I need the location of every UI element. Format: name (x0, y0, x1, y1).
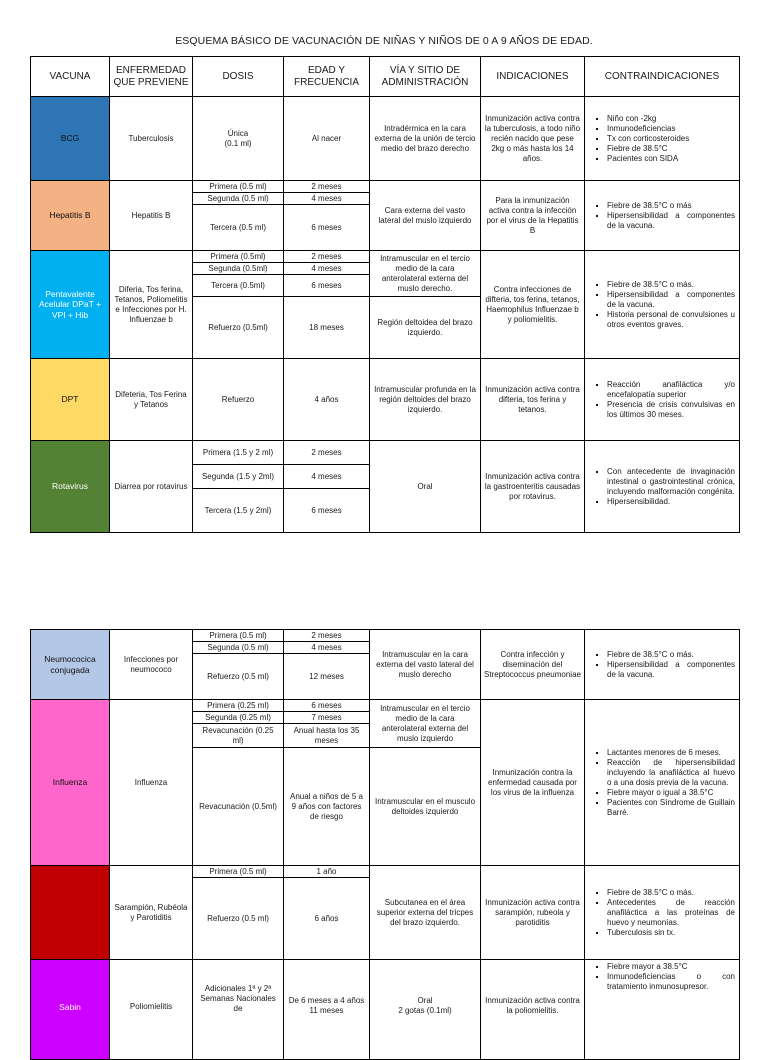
indication-cell: Contra infecciones de difteria, tos ferina, tetanos, Haemophilus Influenzae b y poliomielitis. (481, 251, 585, 359)
contraindication-cell (585, 700, 740, 866)
contraindication-cell (585, 359, 740, 441)
route-cell: Oral 2 gotas (0.1ml) (370, 960, 481, 1060)
contraindication-item: ▪ Tx con corticosteroides (607, 134, 735, 144)
dose-cell: Refuerzo (0.5 ml) (193, 878, 284, 960)
table-row (31, 960, 740, 1060)
age-cell: De 6 meses a 4 años 11 meses (284, 960, 370, 1060)
vaccine-name: Sabin (31, 960, 110, 1060)
age-cell: 6 meses (284, 275, 370, 297)
contraindication-item: ▪ Historia personal de convulsiones u otros eventos graves. (607, 310, 735, 330)
contraindication-item: ▪ Reacción de hipersensibilidad incluyendo la anafiláctica al huevo o a una dosis previa de la vacuna. (607, 758, 735, 788)
dose-cell: Segunda (0.25 ml) (193, 712, 284, 724)
indication-cell: Inmunización activa contra la poliomielitis. (481, 960, 585, 1060)
dose-cell: Refuerzo (193, 359, 284, 441)
disease-cell: Difeteria, Tos Ferina y Tetanos (110, 359, 193, 441)
age-cell: 18 meses (284, 297, 370, 359)
indication-cell: Inmunización contra la enfermedad causada por los virus de la influenza (481, 700, 585, 866)
contraindication-item: ▪ Presencia de crisis convulsivas en los últimos 30 meses. (607, 400, 735, 420)
header-vacuna: VACUNA (31, 57, 110, 97)
table-row (31, 866, 740, 878)
table-row (31, 700, 740, 712)
age-cell: 7 meses (284, 712, 370, 724)
contraindication-item: ▪ Tuberculosis sin tx. (607, 928, 735, 938)
contraindication-item: ▪ Fiebre mayor o igual a 38.5°C (607, 788, 735, 798)
dose-cell: Primera (1.5 y 2 ml) (193, 441, 284, 465)
route-cell: Región deltoidea del brazo izquierdo. (370, 297, 481, 359)
disease-cell: Poliomielitis (110, 960, 193, 1060)
contraindication-cell (585, 181, 740, 251)
route-cell: Intradérmica en la cara externa de la unión de tercio medio del brazo derecho (370, 97, 481, 181)
contraindication-item: ▪ Pacientes con Síndrome de Guillain Barré. (607, 798, 735, 818)
dose-cell: Primera (0.5 ml) (193, 181, 284, 193)
contraindication-cell (585, 960, 740, 1060)
age-cell: 2 meses (284, 441, 370, 465)
disease-cell: Tuberculosis (110, 97, 193, 181)
route-cell: Intramuscular en el musculo deltoides izquierdo (370, 748, 481, 866)
page-title: ESQUEMA BÁSICO DE VACUNACIÓN DE NIÑAS Y NIÑOS DE 0 A 9 AÑOS DE EDAD. (175, 35, 593, 47)
dose-cell: Revacunación (0.25 ml) (193, 724, 284, 748)
age-cell: 2 meses (284, 181, 370, 193)
vaccine-name: SRP (31, 866, 110, 960)
table-row (31, 359, 740, 441)
contraindication-item: ▪ Hipersensibilidad a componentes de la vacuna. (607, 290, 735, 310)
dose-cell: Segunda (0.5ml) (193, 263, 284, 275)
contraindication-cell (585, 866, 740, 960)
dose-cell: Tercera (0.5ml) (193, 275, 284, 297)
contraindication-item: ▪ Hipersensibilidad. (607, 497, 735, 507)
disease-cell: Infecciones por neumococo (110, 630, 193, 700)
route-cell: Intramuscular en el tercio medio de la cara anterolateral externa del muslo derecho. (370, 251, 481, 297)
table-row (31, 441, 740, 465)
header-edad: EDAD Y FRECUENCIA (284, 57, 370, 97)
header-row (31, 57, 740, 97)
vaccine-name: Rotavirus (31, 441, 110, 533)
route-cell: Intramuscular en el tercio medio de la cara anterolateral externa del muslo izquierdo (370, 700, 481, 748)
dose-cell: Primera (0.5 ml) (193, 630, 284, 642)
table-row (31, 181, 740, 193)
disease-cell: Diferia, Tos ferina, Tetanos, Poliomelitis e Infecciones por H. Influenzae b (110, 251, 193, 359)
contraindication-cell (585, 441, 740, 533)
disease-cell: Hepatitis B (110, 181, 193, 251)
dose-cell: Tercera (1.5 y 2ml) (193, 489, 284, 533)
indication-cell: Inmunización activa contra sarampión, rubeola y parotiditis (481, 866, 585, 960)
dose-cell: Revacunación (0.5ml) (193, 748, 284, 866)
age-cell: 6 meses (284, 489, 370, 533)
dose-cell: Segunda (0.5 ml) (193, 193, 284, 205)
contraindication-cell (585, 251, 740, 359)
route-cell: Intramuscular en la cara externa del vasto lateral del muslo derecho (370, 630, 481, 700)
vaccination-table-2 (30, 629, 740, 1060)
disease-cell: Sarampión, Rubéola y Parotiditis (110, 866, 193, 960)
route-cell: Intramuscular profunda en la región deltoides del brazo izquierdo. (370, 359, 481, 441)
dose-cell: Primera (0.5 ml) (193, 866, 284, 878)
table-row (31, 97, 740, 181)
age-cell: 6 meses (284, 205, 370, 251)
age-cell: 4 meses (284, 193, 370, 205)
age-cell: Anual hasta los 35 meses (284, 724, 370, 748)
age-cell: 2 meses (284, 251, 370, 263)
vaccine-name: Pentavalente Acelular DPaT + VPI + Hib (31, 251, 110, 359)
age-cell: 4 meses (284, 465, 370, 489)
contraindication-item: ▪ Fiebre de 38.5°C o más. (607, 888, 735, 898)
age-cell: 4 años (284, 359, 370, 441)
vaccine-name: BCG (31, 97, 110, 181)
dose-cell: Primera (0.5ml) (193, 251, 284, 263)
contraindication-item: ▪ Fiebre de 38.5°C o más. (607, 280, 735, 290)
dose-cell: Refuerzo (0.5 ml) (193, 654, 284, 700)
contraindication-item: ▪ Lactantes menores de 6 meses. (607, 748, 735, 758)
vaccine-name: Neumococica conjugada (31, 630, 110, 700)
contraindication-item: ▪ Fiebre mayor a 38.5°C (607, 962, 735, 972)
contraindication-item: ▪ Hipersensibilidad a componentes de la vacuna. (607, 660, 735, 680)
indication-cell: Contra infección y diseminación del Streptococcus pneumoniae (481, 630, 585, 700)
age-cell: 6 meses (284, 700, 370, 712)
header-contraindicaciones: CONTRAINDICACIONES (585, 57, 740, 97)
contraindication-item: ▪ Inmunodeficiencias (607, 124, 735, 134)
contraindication-item: ▪ Pacientes con SIDA (607, 154, 735, 164)
contraindication-cell (585, 630, 740, 700)
disease-cell: Diarrea por rotavirus (110, 441, 193, 533)
table-row (31, 251, 740, 263)
age-cell: 4 meses (284, 642, 370, 654)
indication-cell: Inmunización activa contra la gastroenteritis causadas por rotavirus. (481, 441, 585, 533)
contraindication-item: ▪ Inmunodeficiencias o con tratamiento inmunosupresor. (607, 972, 735, 992)
contraindication-item: ▪ Fiebre de 38.5°C o más. (607, 650, 735, 660)
age-cell: 1 año (284, 866, 370, 878)
age-cell: 6 años (284, 878, 370, 960)
contraindication-item: ▪ Hipersensibilidad a componentes de la vacuna. (607, 211, 735, 231)
dose-cell: Adicionales 1ª y 2ª Semanas Nacionales de (193, 960, 284, 1060)
table-row (31, 630, 740, 642)
age-cell: Anual a niños de 5 a 9 años con factores de riesgo (284, 748, 370, 866)
header-indicaciones: INDICACIONES (481, 57, 585, 97)
contraindication-cell (585, 97, 740, 181)
disease-cell: Influenza (110, 700, 193, 866)
contraindication-item: ▪ Reacción anafiláctica y/o encefalopatía superior (607, 380, 735, 400)
dose-cell: Primera (0.25 ml) (193, 700, 284, 712)
age-cell: 12 meses (284, 654, 370, 700)
indication-cell: Para la inmunización activa contra la infección por el virus de la Hepatitis B (481, 181, 585, 251)
contraindication-item: ▪ Antecedentes de reacción anafiláctica a las proteínas de huevo y neumonías. (607, 898, 735, 928)
dose-cell: Segunda (1.5 y 2ml) (193, 465, 284, 489)
dose-cell: Única (0.1 ml) (193, 97, 284, 181)
route-cell: Cara externa del vasto lateral del muslo izquierdo (370, 181, 481, 251)
dose-cell: Tercera (0.5 ml) (193, 205, 284, 251)
route-cell: Oral (370, 441, 481, 533)
contraindication-item: ▪ Fiebre de 38.5°C o más (607, 201, 735, 211)
contraindication-item: ▪ Niño con -2kg (607, 114, 735, 124)
dose-cell: Refuerzo (0.5ml) (193, 297, 284, 359)
header-enfermedad: ENFERMEDAD QUE PREVIENE (110, 57, 193, 97)
dose-cell: Segunda (0.5 ml) (193, 642, 284, 654)
route-cell: Subcutanea en el área superior externa del tricpes del brazo izquierdo. (370, 866, 481, 960)
age-cell: 4 meses (284, 263, 370, 275)
indication-cell: Inmunización activa contra difteria, tos ferina y tetanos. (481, 359, 585, 441)
vaccine-name: Influenza (31, 700, 110, 866)
vaccine-name: DPT (31, 359, 110, 441)
indication-cell: Inmunización activa contra la tuberculosis, a todo niño recién nacido que pese 2kg o más hasta los 14 años. (481, 97, 585, 181)
vaccine-name: Hepatitis B (31, 181, 110, 251)
age-cell: 2 meses (284, 630, 370, 642)
age-cell: Al nacer (284, 97, 370, 181)
contraindication-item: ▪ Fiebre de 38.5°C (607, 144, 735, 154)
contraindication-item: ▪ Con antecedente de invaginación intestinal o gastrointestinal crónica, incluyendo malformación congénita. (607, 467, 735, 497)
vaccination-table-1 (30, 56, 740, 533)
header-via: VÍA Y SITIO DE ADMINISTRACIÓN (370, 57, 481, 97)
header-dosis: DOSIS (193, 57, 284, 97)
